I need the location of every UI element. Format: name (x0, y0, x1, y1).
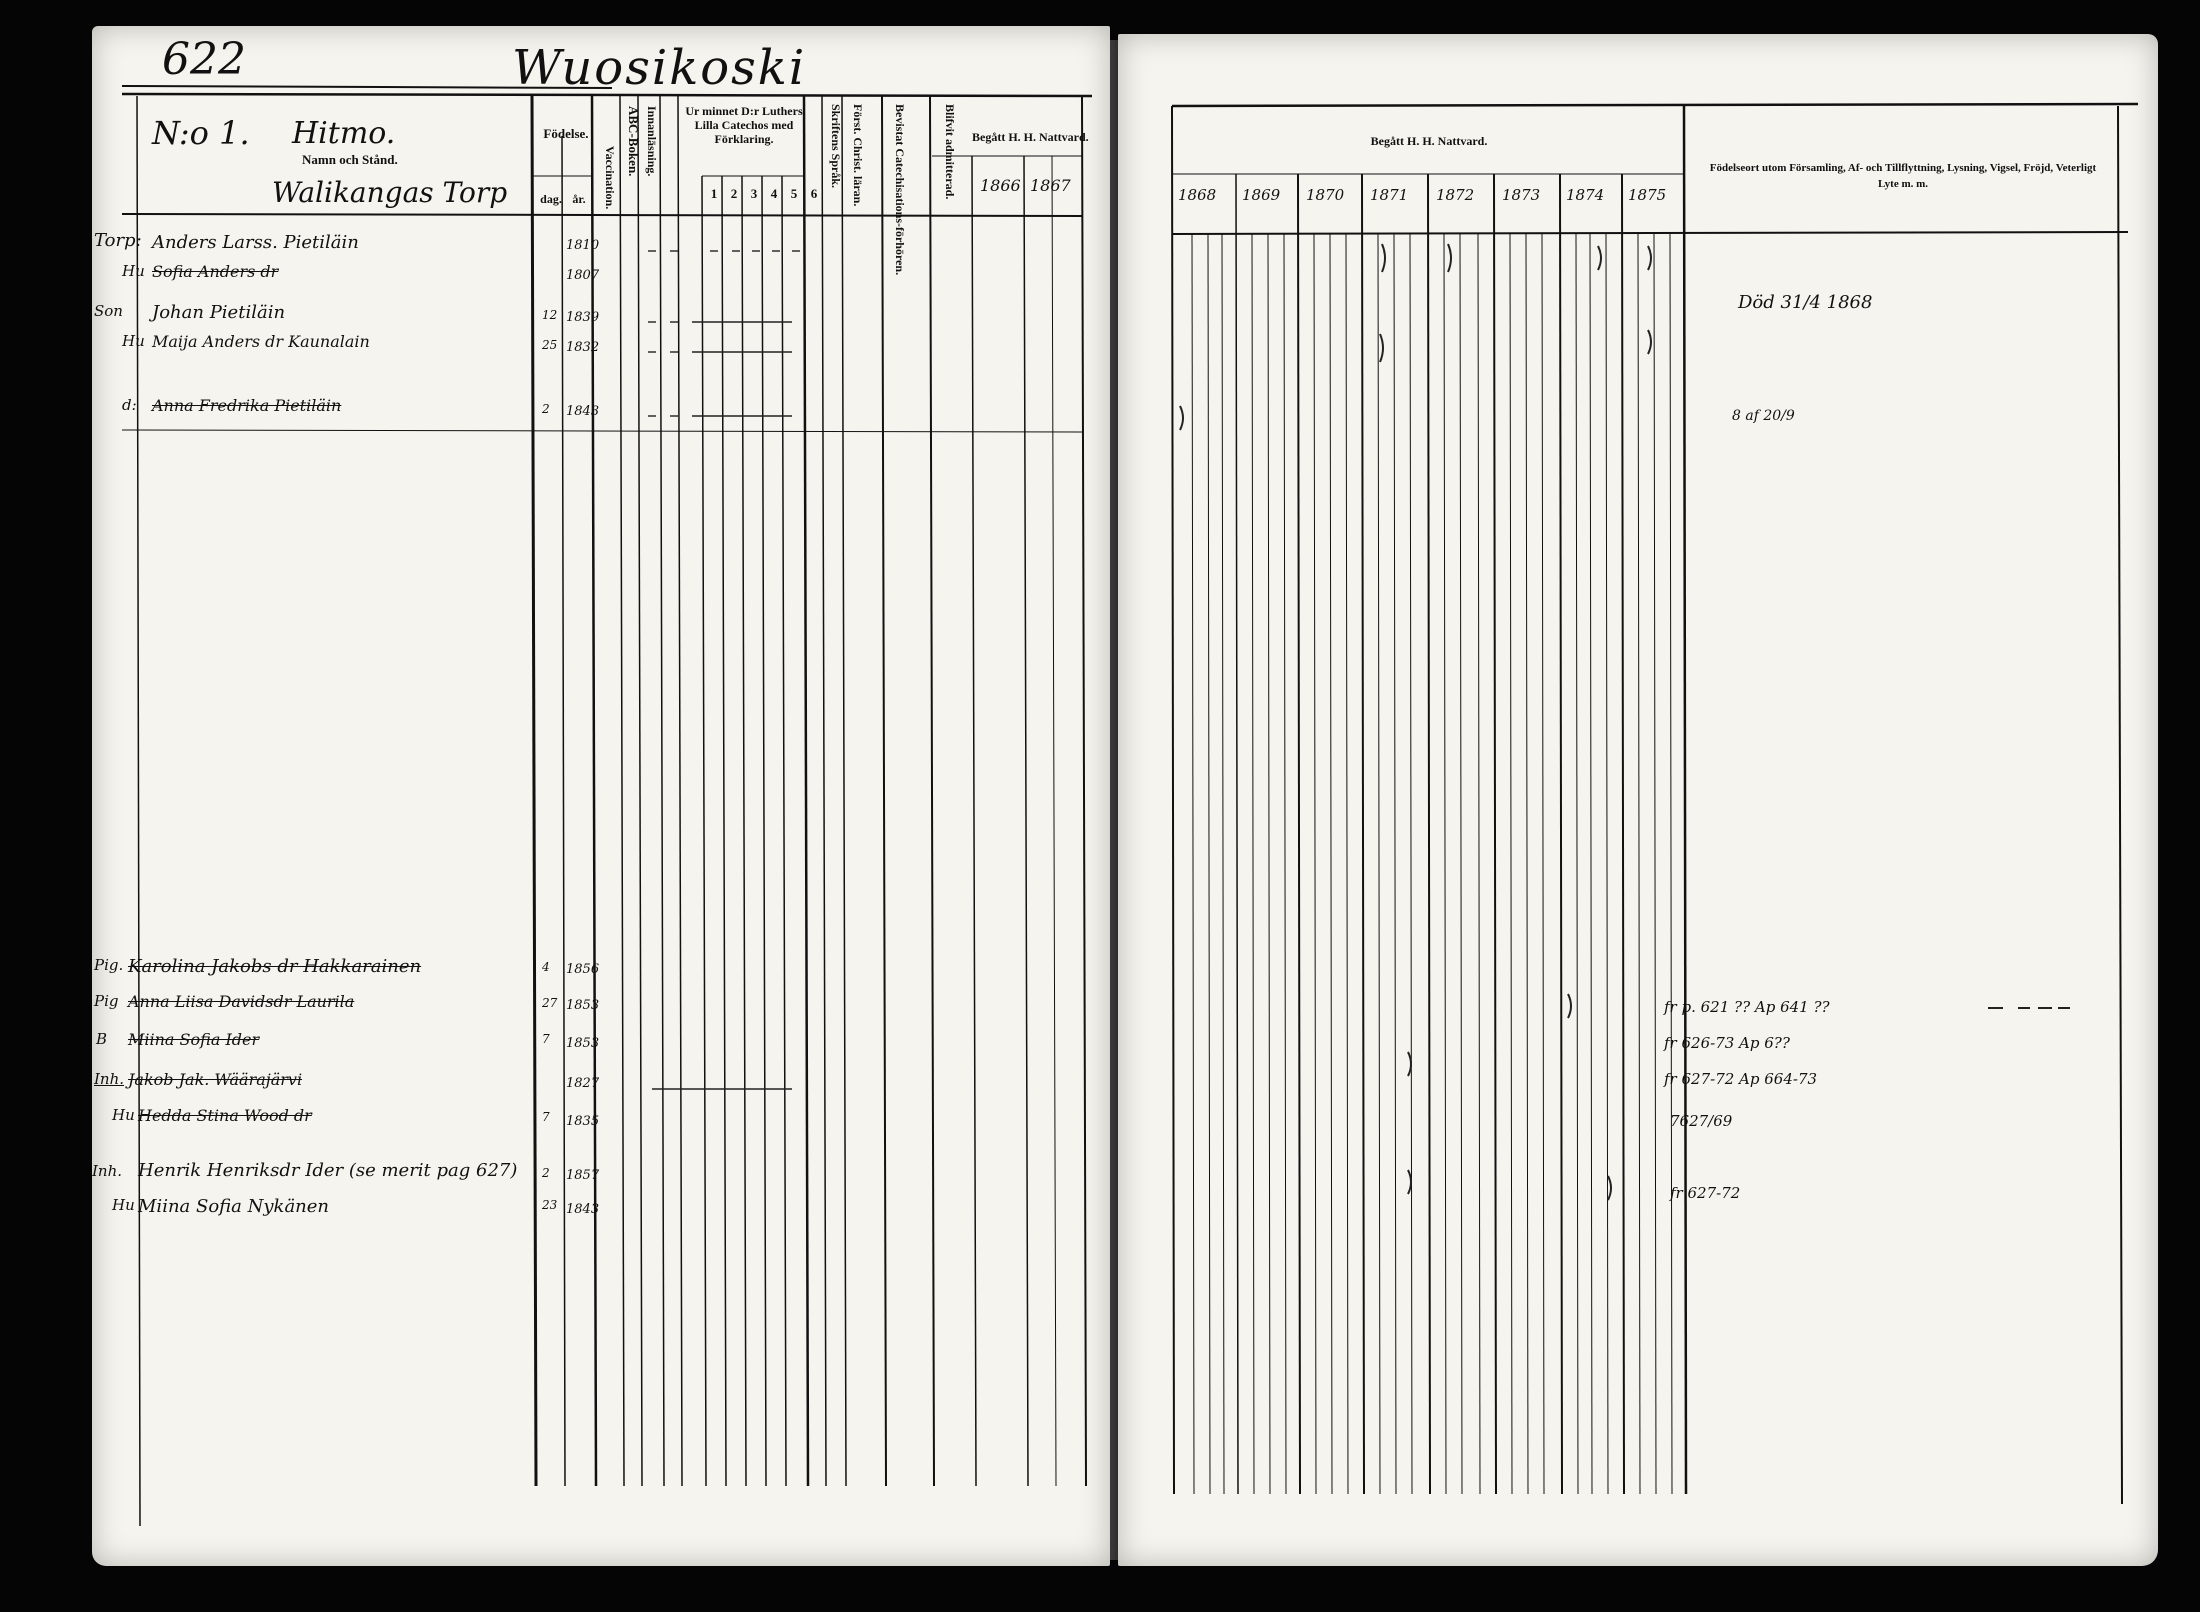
col-luther-header: Ur minnet D:r Luthers Lilla Catechos med Förklaring. (685, 104, 803, 146)
person-year: 1832 (566, 340, 600, 355)
person-year: 1843 (566, 1202, 600, 1217)
col-num-4: 4 (770, 186, 778, 201)
remark-note: fr 626-73 Ap 6?? (1664, 1034, 1790, 1052)
remark-note: Död 31/4 1868 (1738, 292, 1873, 313)
col-abc-header: ABC-Boken. (626, 106, 641, 177)
person-role: Inh. (94, 1070, 125, 1088)
person-role: Pig. (94, 956, 124, 974)
person-year: 1839 (566, 310, 600, 325)
person-day: 2 (542, 1166, 550, 1180)
person-role: Hu (122, 332, 145, 350)
person-day: 25 (542, 338, 558, 352)
col-christ-header: Först. Christ. läran. (851, 104, 865, 207)
person-name: Miina Sofia Nykänen (138, 1196, 330, 1217)
person-name: Karolina Jakobs dr Hakkarainen (128, 956, 422, 977)
person-year: 1843 (566, 404, 600, 419)
person-role: d: (122, 396, 137, 414)
right-page (1118, 34, 2158, 1566)
person-role: Inh. (92, 1162, 123, 1180)
person-day: 12 (542, 308, 558, 322)
col-birth-header: Födelse. (543, 126, 589, 141)
col-day-header: dag. (540, 192, 562, 206)
person-name: Johan Pietiläin (152, 302, 286, 323)
person-name: Jakob Jak. Wäärajärvi (128, 1070, 303, 1089)
person-year: 1835 (566, 1114, 600, 1129)
person-role: Hu (112, 1196, 135, 1214)
col-num-2: 2 (730, 186, 738, 201)
remark-note: fr p. 621 ?? Ap 641 ?? (1664, 998, 1830, 1016)
farm-subtitle: Walikangas Torp (272, 176, 508, 209)
person-name: Anna Fredrika Pietiläin (152, 396, 342, 415)
col-name-header: Namn och Stånd. (302, 152, 398, 167)
person-day: 4 (542, 960, 550, 974)
person-year: 1827 (566, 1076, 600, 1091)
col-remarks-header: Födelseort utom Församling, Af- och Tillflyttning, Lysning, Vigsel, Fröjd, Veterligt Lyte m. m. (1709, 162, 2097, 190)
left-page-marks (92, 26, 1110, 1566)
person-day: 7 (542, 1110, 550, 1124)
person-year: 1807 (566, 268, 600, 283)
year-1872: 1872 (1436, 186, 1475, 204)
remark-note: fr 627-72 (1670, 1184, 1741, 1202)
year-1868: 1868 (1178, 186, 1217, 204)
person-year: 1856 (566, 962, 600, 977)
person-name: Maija Anders dr Kaunalain (152, 332, 370, 351)
year-1867: 1867 (1030, 176, 1071, 195)
person-role: B (96, 1030, 108, 1048)
right-page-marks (1118, 34, 2158, 1566)
village-name: Wuosikoski (512, 40, 807, 96)
col-num-3: 3 (750, 186, 758, 201)
person-year: 1853 (566, 998, 600, 1013)
person-day: 27 (542, 996, 558, 1010)
col-catech-header: Bevistat Catechisations-förhören. (893, 104, 907, 276)
col-communion-header-left: Begått H. H. Nattvard. (972, 130, 1089, 144)
left-page (92, 26, 1110, 1566)
col-communion-header-right: Begått H. H. Nattvard. (1370, 134, 1488, 148)
year-1871: 1871 (1370, 186, 1409, 204)
person-day: 2 (542, 402, 550, 416)
year-1873: 1873 (1502, 186, 1541, 204)
col-admitted-header: Blifvit admitterad. (943, 104, 957, 200)
col-num-5: 5 (790, 186, 798, 201)
col-vaccination-header: Vaccination. (603, 146, 617, 210)
house-number: N:o 1. (152, 114, 250, 152)
person-day: 7 (542, 1032, 550, 1046)
person-year: 1853 (566, 1036, 600, 1051)
person-role: Hu (122, 262, 145, 280)
col-year-header: år. (572, 192, 586, 206)
year-1870: 1870 (1306, 186, 1345, 204)
farm-name: Hitmo. (292, 116, 396, 151)
col-num-6: 6 (810, 186, 818, 201)
col-reading-header: Innanläsning. (645, 106, 659, 177)
col-num-1: 1 (710, 186, 718, 201)
remark-note: 8 af 20/9 (1732, 408, 1795, 424)
person-name: Hedda Stina Wood dr (138, 1106, 312, 1125)
person-year: 1810 (566, 238, 600, 253)
person-name: Anna Liisa Davidsdr Laurila (128, 992, 355, 1011)
person-name: Sofia Anders dr (152, 262, 279, 281)
remark-note: 7627/69 (1670, 1112, 1733, 1130)
page-number: 622 (162, 34, 246, 85)
year-1869: 1869 (1242, 186, 1281, 204)
person-day: 23 (542, 1198, 558, 1212)
person-year: 1857 (566, 1168, 600, 1183)
person-role: Torp: (94, 230, 142, 251)
year-1866: 1866 (980, 176, 1021, 195)
person-role: Son (94, 302, 123, 320)
col-skriftens-header: Skriftens Språk. (829, 104, 843, 189)
person-name: Anders Larss. Pietiläin (152, 232, 359, 253)
person-role: Pig (94, 992, 119, 1010)
person-role: Hu (112, 1106, 135, 1124)
person-name: Henrik Henriksdr Ider (se merit pag 627) (138, 1160, 518, 1181)
year-1874: 1874 (1566, 186, 1605, 204)
remark-note: fr 627-72 Ap 664-73 (1664, 1070, 1818, 1088)
year-1875: 1875 (1628, 186, 1667, 204)
person-name: Miina Sofia Ider (128, 1030, 260, 1049)
